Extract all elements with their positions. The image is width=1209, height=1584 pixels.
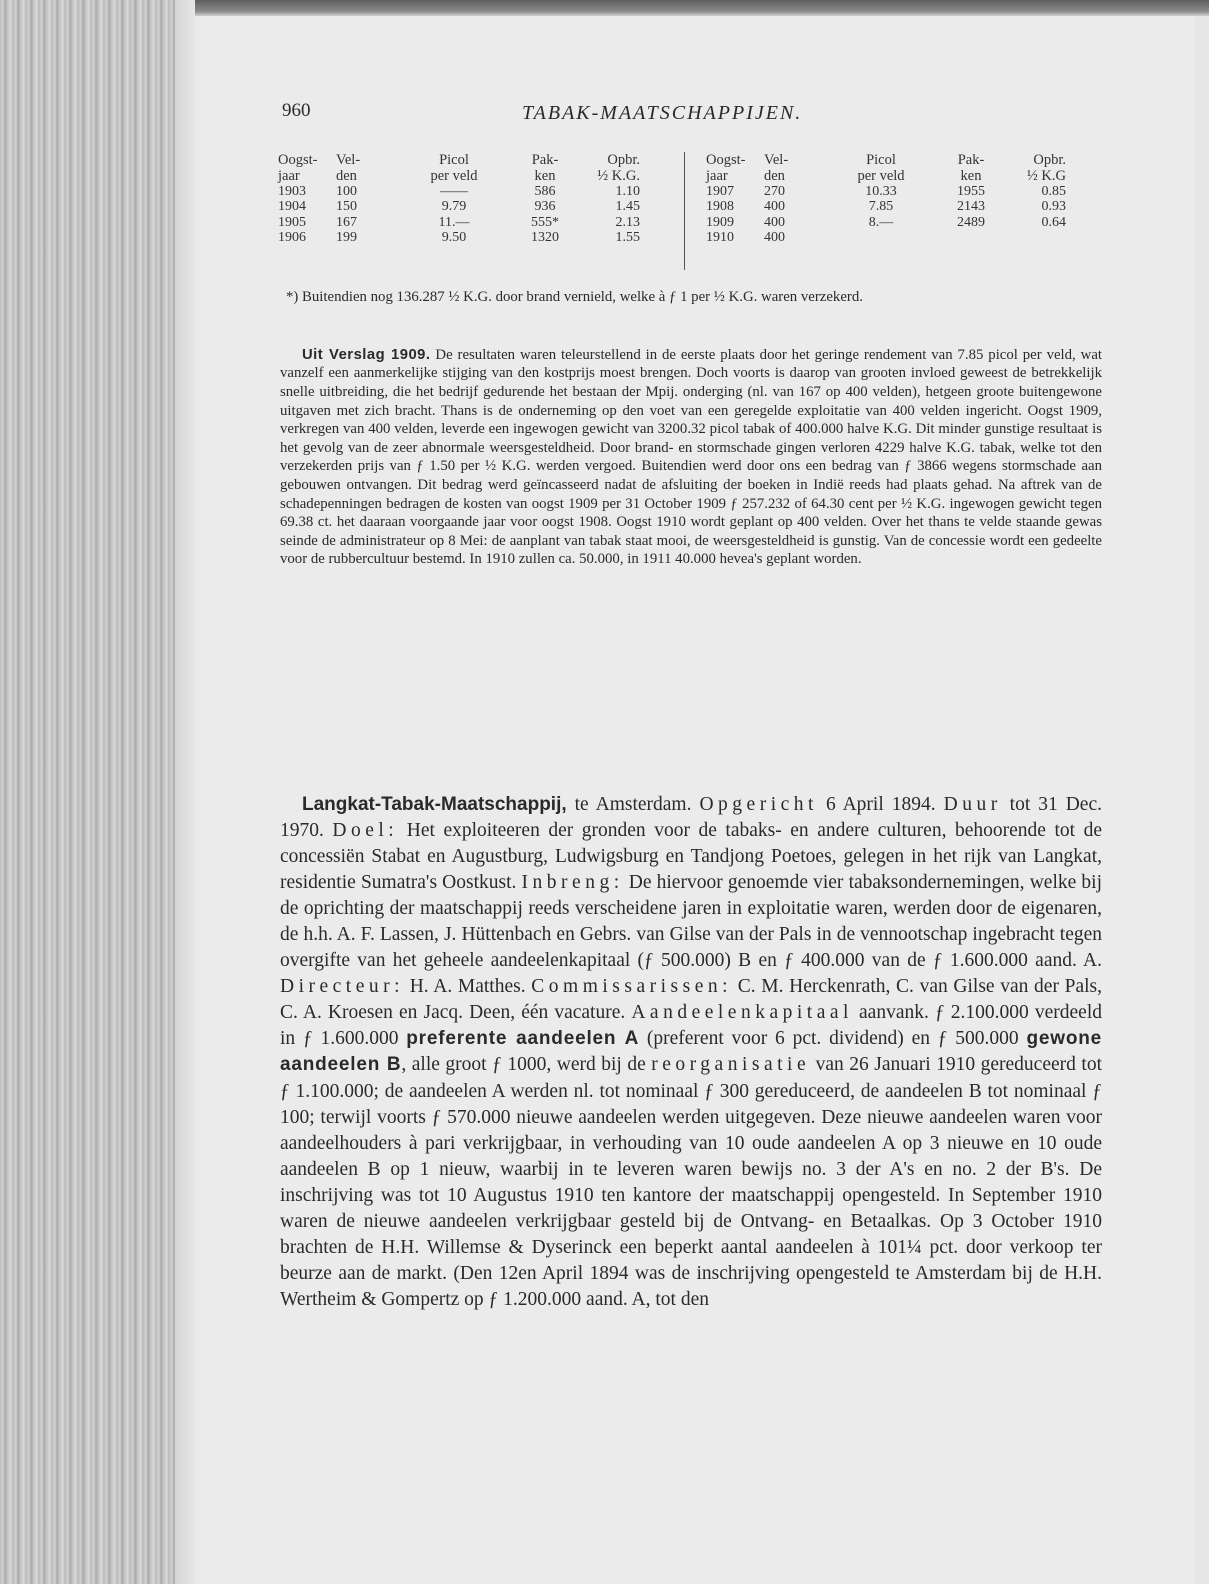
table-row: 1908 400 7.85 2143 0.93 xyxy=(706,199,1066,215)
label-inbreng: Inbreng: xyxy=(521,871,624,893)
table-header-row: Oogst- Vel- Picol Pak- Opbr. xyxy=(706,152,1066,168)
page-number: 960 xyxy=(282,100,311,121)
running-head xyxy=(282,100,1102,130)
running-title: TABAK-MAATSCHAPPIJEN. xyxy=(522,102,803,124)
label-preferente-aandeelen: preferente aandeelen A xyxy=(406,1028,640,1050)
table-divider xyxy=(684,152,685,270)
table-header-row: Oogst- Vel- Picol Pak- Opbr. xyxy=(278,152,640,168)
label-directeur: Directeur: xyxy=(280,976,405,998)
table-header-row: jaar den per veld ken ½ K.G. xyxy=(278,167,640,184)
company-entry: Langkat-Tabak-Maatschappij, te Amsterdam. Opgericht 6 April 1894. Duur tot 31 Dec. 1970. Doel: Het exploiteeren der gronden voor de tabaks- en andere culturen, behoorende tot de concessiën Stabat en Augustburg, Ludwigsburg en Tandjong Poetoes, gelegen in het rijk van Langkat, residentie Sumatra's Oostkust. Inbreng: De hiervoor genoemde vier tabaksondernemingen, welke bij de oprichting der maatschappij reeds verscheidene jaren in exploitatie waren, werden door de eigenaren, de h.h. A. F. Lassen, J. Hüttenbach en Gebrs. van Gilse van der Pals in de vennootschap ingebracht tegen overgifte van het geheele aandeelenkapitaal (ƒ 500.000) B en ƒ 400.000 van de ƒ 1.600.000 aand. A. Directeur: H. A. Matthes. Commissarissen: C. M. Herckenrath, C. van Gilse van der Pals, C. A. Kroesen en Jacq. Deen, één vacature. Aandeelenkapitaal aanvank. ƒ 2.100.000 verdeeld in ƒ 1.600.000 preferente aandeelen A (preferent voor 6 pct. dividend) en ƒ 500.000 gewone aandeelen B, alle groot ƒ 1000, werd bij de reorganisatie van 26 Januari 1910 gereduceerd tot ƒ 1.100.000; de aandeelen A werden nl. tot nominaal ƒ 300 gereduceerd, de aandeelen B tot nominaal ƒ 100; terwijl voorts ƒ 570.000 nieuwe aandeelen werden uitgegeven. Deze nieuwe aandeelen waren voor aandeelhouders à pari verkrijgbaar, in verhouding van 10 oude aandeelen A op 3 nieuwe en 10 oude aandeelen B op 1 nieuw, waarbij in te leveren waren bewijs no. 3 der A's en no. 2 der B's. De inschrijving was tot 10 Augustus 1910 ten kantore der maatschappij opengesteld. In September 1910 waren de nieuwe aandeelen verkrijgbaar gesteld bij de Ontvang- en Betaalkas. Op 3 October 1910 brachten de H.H. Willemse & Dyserinck een beperkt aantal aandeelen à 101¼ pct. door verkoop ter beurze aan de markt. (Den 12en April 1894 was de inschrijving opengesteld te Amsterdam bij de H.H. Wertheim & Gompertz op ƒ 1.200.000 aand. A, tot den xyxy=(280,793,1102,1311)
table-row: 1904 150 9.79 936 1.45 xyxy=(278,199,640,215)
book-page-edges xyxy=(0,0,175,1584)
label-opgericht: Opgericht xyxy=(699,793,818,815)
label-duur: Duur xyxy=(943,793,1002,815)
table-row: 1909 400 8.— 2489 0.64 xyxy=(706,214,1066,230)
report-text: De resultaten waren teleurstellend in de eerste plaats door het geringe rendement van 7.85 picol per veld, wat vanzelf een aanmerkelijke stijging van den kostprijs moest brengen. Doch voorts is daarop van grooten invloed geweest de betrekkelijk snelle uitbreiding, die het bedrijf gedurende het bestaan der Mpij. onderging (nl. van 167 op 400 velden), hetgeen groote buitengewone uitgaven met zich bracht. Thans is de onderneming op den voet van een geregelde exploitatie van 400 velden ingericht. Oogst 1909, verkregen van 400 velden, leverde een ingewogen gewicht van 3200.32 picol tabak of 400.000 halve K.G. Dit minder gunstige resultaat is het gevolg van de zeer abnormale weersgesteldheid. Door brand- en stormschade gingen verloren 4229 halve K.G. tabak, welke tot den verzekerden prijs van ƒ 1.50 per ½ K.G. werden vergoed. Buitendien werd door ons een bedrag van ƒ 3866 wegens stormschade aan gebouwen ontvangen. Dit bedrag werd geïncasseerd nadat de afsluiting der boeken in Indië reeds had plaats gehad. Na aftrek van de schadepenningen bedragen de kosten van oogst 1909 per 31 October 1909 ƒ 257.232 of 64.30 cent per ½ K.G. ingewogen gewicht tegen 69.38 ct. het daaraan voorgaande jaar voor oogst 1908. Oogst 1910 wordt geplant op 400 velden. Over het thans te velde staande gewas seinde de administrateur op 8 Mei: de aanplant van tabak staat mooi, de weersgesteldheid is gunstig. Van de concessie wordt een gedeelte voor de rubbercultuur bestemd. In 1910 zullen ca. 50.000, in 1911 40.000 hevea's geplant worden. xyxy=(280,346,1102,568)
table-row: 1903 100 —— 586 1.10 xyxy=(278,184,640,199)
label-aandeelenkapitaal: Aandeelenkapitaal xyxy=(631,1002,853,1024)
label-gewone-aandeelen: gewone aandeelen B xyxy=(280,1028,1102,1076)
label-doel: Doel: xyxy=(332,819,399,841)
table-row: 1905 167 11.— 555* 2.13 xyxy=(278,214,640,230)
table-footnote: *) Buitendien nog 136.287 ½ K.G. door brand vernield, welke à ƒ 1 per ½ K.G. waren verzekerd. xyxy=(286,288,863,305)
label-reorganisatie: reorganisatie xyxy=(651,1054,811,1076)
report-heading: Uit Verslag 1909. xyxy=(302,346,431,363)
label-commissarissen: Commissarissen: xyxy=(531,976,733,998)
harvest-table-right xyxy=(706,153,1066,245)
company-name: Langkat-Tabak-Maatschappij, xyxy=(302,793,567,815)
report-paragraph xyxy=(280,346,1102,569)
table-row: 1910 400 xyxy=(706,229,785,245)
table-row: 1907 270 10.33 1955 0.85 xyxy=(706,184,1066,199)
harvest-table-left xyxy=(278,153,640,245)
table-row: 1906 199 9.50 1320 1.55 xyxy=(278,229,640,245)
table-header-row: jaar den per veld ken ½ K.G xyxy=(706,167,1066,184)
